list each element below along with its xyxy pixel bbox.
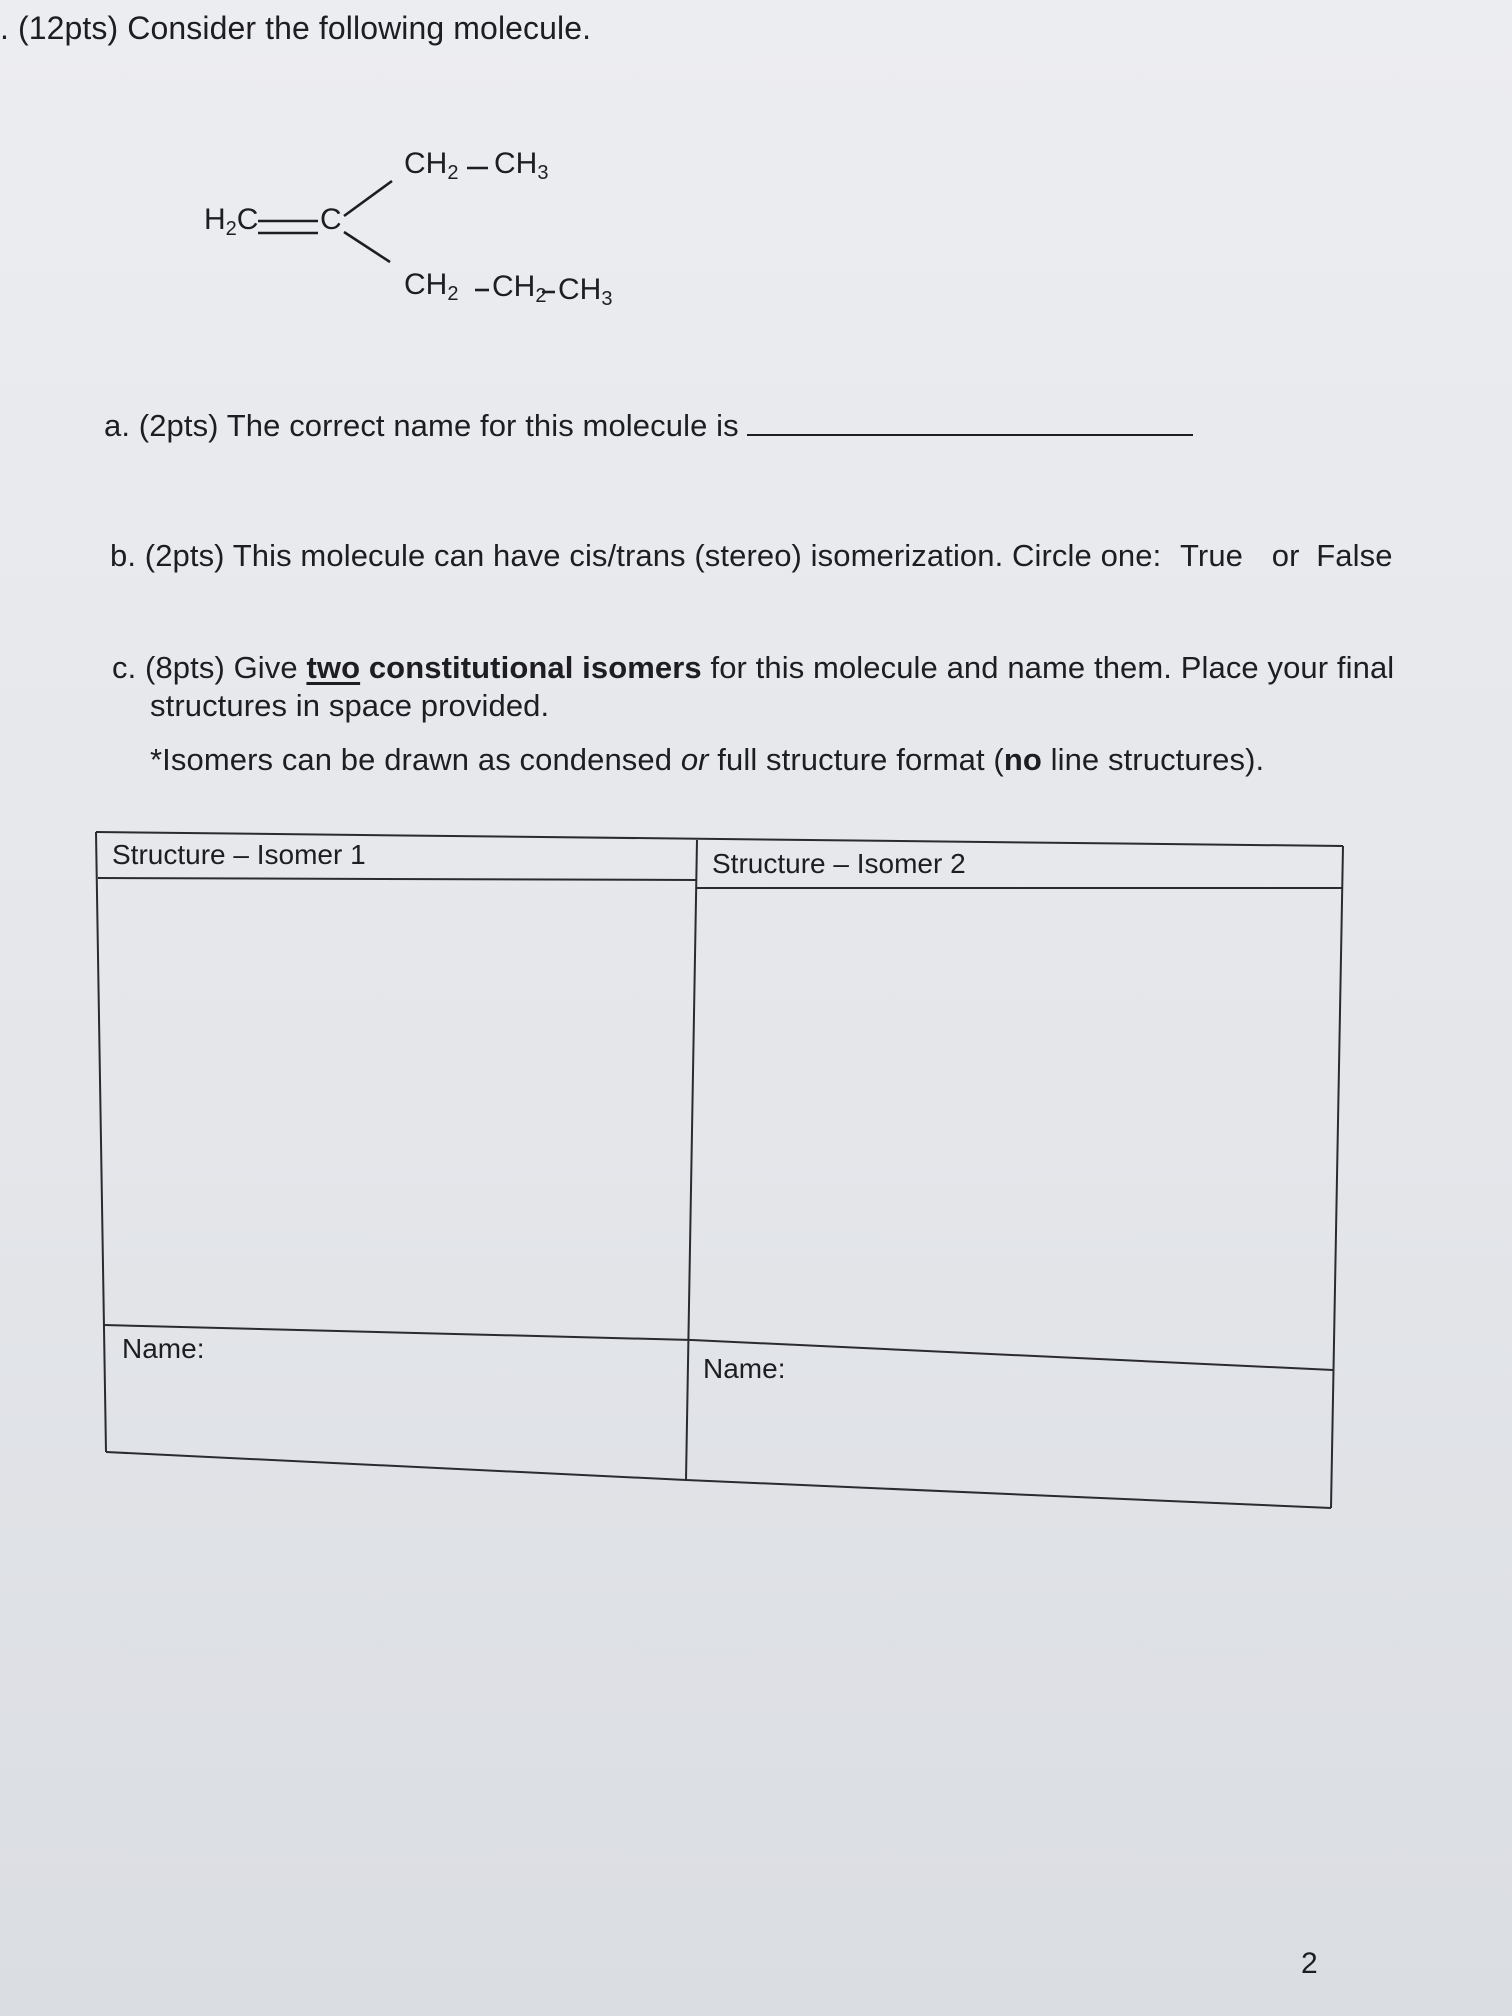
table-left-border — [96, 832, 106, 1452]
part-b-question — [110, 538, 1393, 574]
note-middle: full structure format ( — [708, 742, 1004, 777]
molecule-bottom-branch-ch2-b: $CH_2$ — [492, 270, 547, 307]
question-header: . (12pts) Consider the following molecule. — [0, 10, 592, 46]
part-a-text: a. (2pts) The correct name for this molecule is — [104, 408, 739, 443]
note-suffix: line structures). — [1041, 742, 1265, 777]
part-c-suffix: for this molecule and name them. Place your final — [701, 650, 1395, 685]
molecule-bottom-branch-ch2-a: $CH_2$ — [404, 268, 459, 305]
molecule-top-branch-ch2: $CH_2$ — [404, 147, 459, 184]
isomer-2-name-label: Name: — [703, 1353, 786, 1384]
note-prefix: *Isomers can be drawn as condensed — [150, 742, 681, 777]
part-a-question — [104, 408, 1193, 444]
bond-to-bottom-branch — [344, 232, 390, 262]
molecule-center-carbon: C — [320, 203, 342, 236]
part-c-line-1 — [112, 650, 1394, 686]
molecule-bottom-branch-ch3: $CH_3$ — [558, 273, 613, 310]
table-name-rule-right — [692, 1340, 1333, 1370]
part-c-prefix: c. (8pts) Give — [112, 650, 307, 685]
option-or: or — [1271, 538, 1300, 573]
option-false[interactable]: False — [1316, 538, 1393, 573]
bond-to-top-branch — [344, 181, 392, 216]
page-number: 2 — [1301, 1947, 1318, 1980]
table-bottom-border-right — [686, 1480, 1331, 1508]
part-c-note — [150, 742, 1264, 778]
isomer-1-structure-area[interactable] — [110, 886, 685, 1316]
part-a-answer-blank[interactable] — [747, 430, 1193, 436]
part-b-text: b. (2pts) This molecule can have cis/trans (stereo) isomerization. Circle one: — [110, 538, 1162, 573]
option-true[interactable]: True — [1180, 538, 1244, 573]
table-header-rule-left — [98, 878, 697, 880]
table-right-border — [1331, 846, 1343, 1508]
isomer-1-structure-label: Structure – Isomer 1 — [112, 839, 366, 870]
table-bottom-border-left — [106, 1452, 686, 1480]
table-middle-divider — [686, 840, 697, 1480]
note-no: no — [1003, 742, 1042, 777]
isomer-1-name-label: Name: — [122, 1333, 205, 1364]
isomer-2-structure-area[interactable] — [700, 894, 1330, 1334]
molecule-left-group: $H_2C$ — [204, 203, 259, 240]
note-or: or — [680, 742, 709, 777]
molecule-top-branch-ch3: $CH_3$ — [494, 147, 549, 184]
part-c-emphasis-two: two — [306, 650, 361, 685]
isomer-2-structure-label: Structure – Isomer 2 — [712, 848, 966, 879]
part-c-line-2: structures in space provided. — [150, 688, 550, 723]
part-c-emphasis-constitutional-isomers: constitutional isomers — [360, 650, 702, 685]
